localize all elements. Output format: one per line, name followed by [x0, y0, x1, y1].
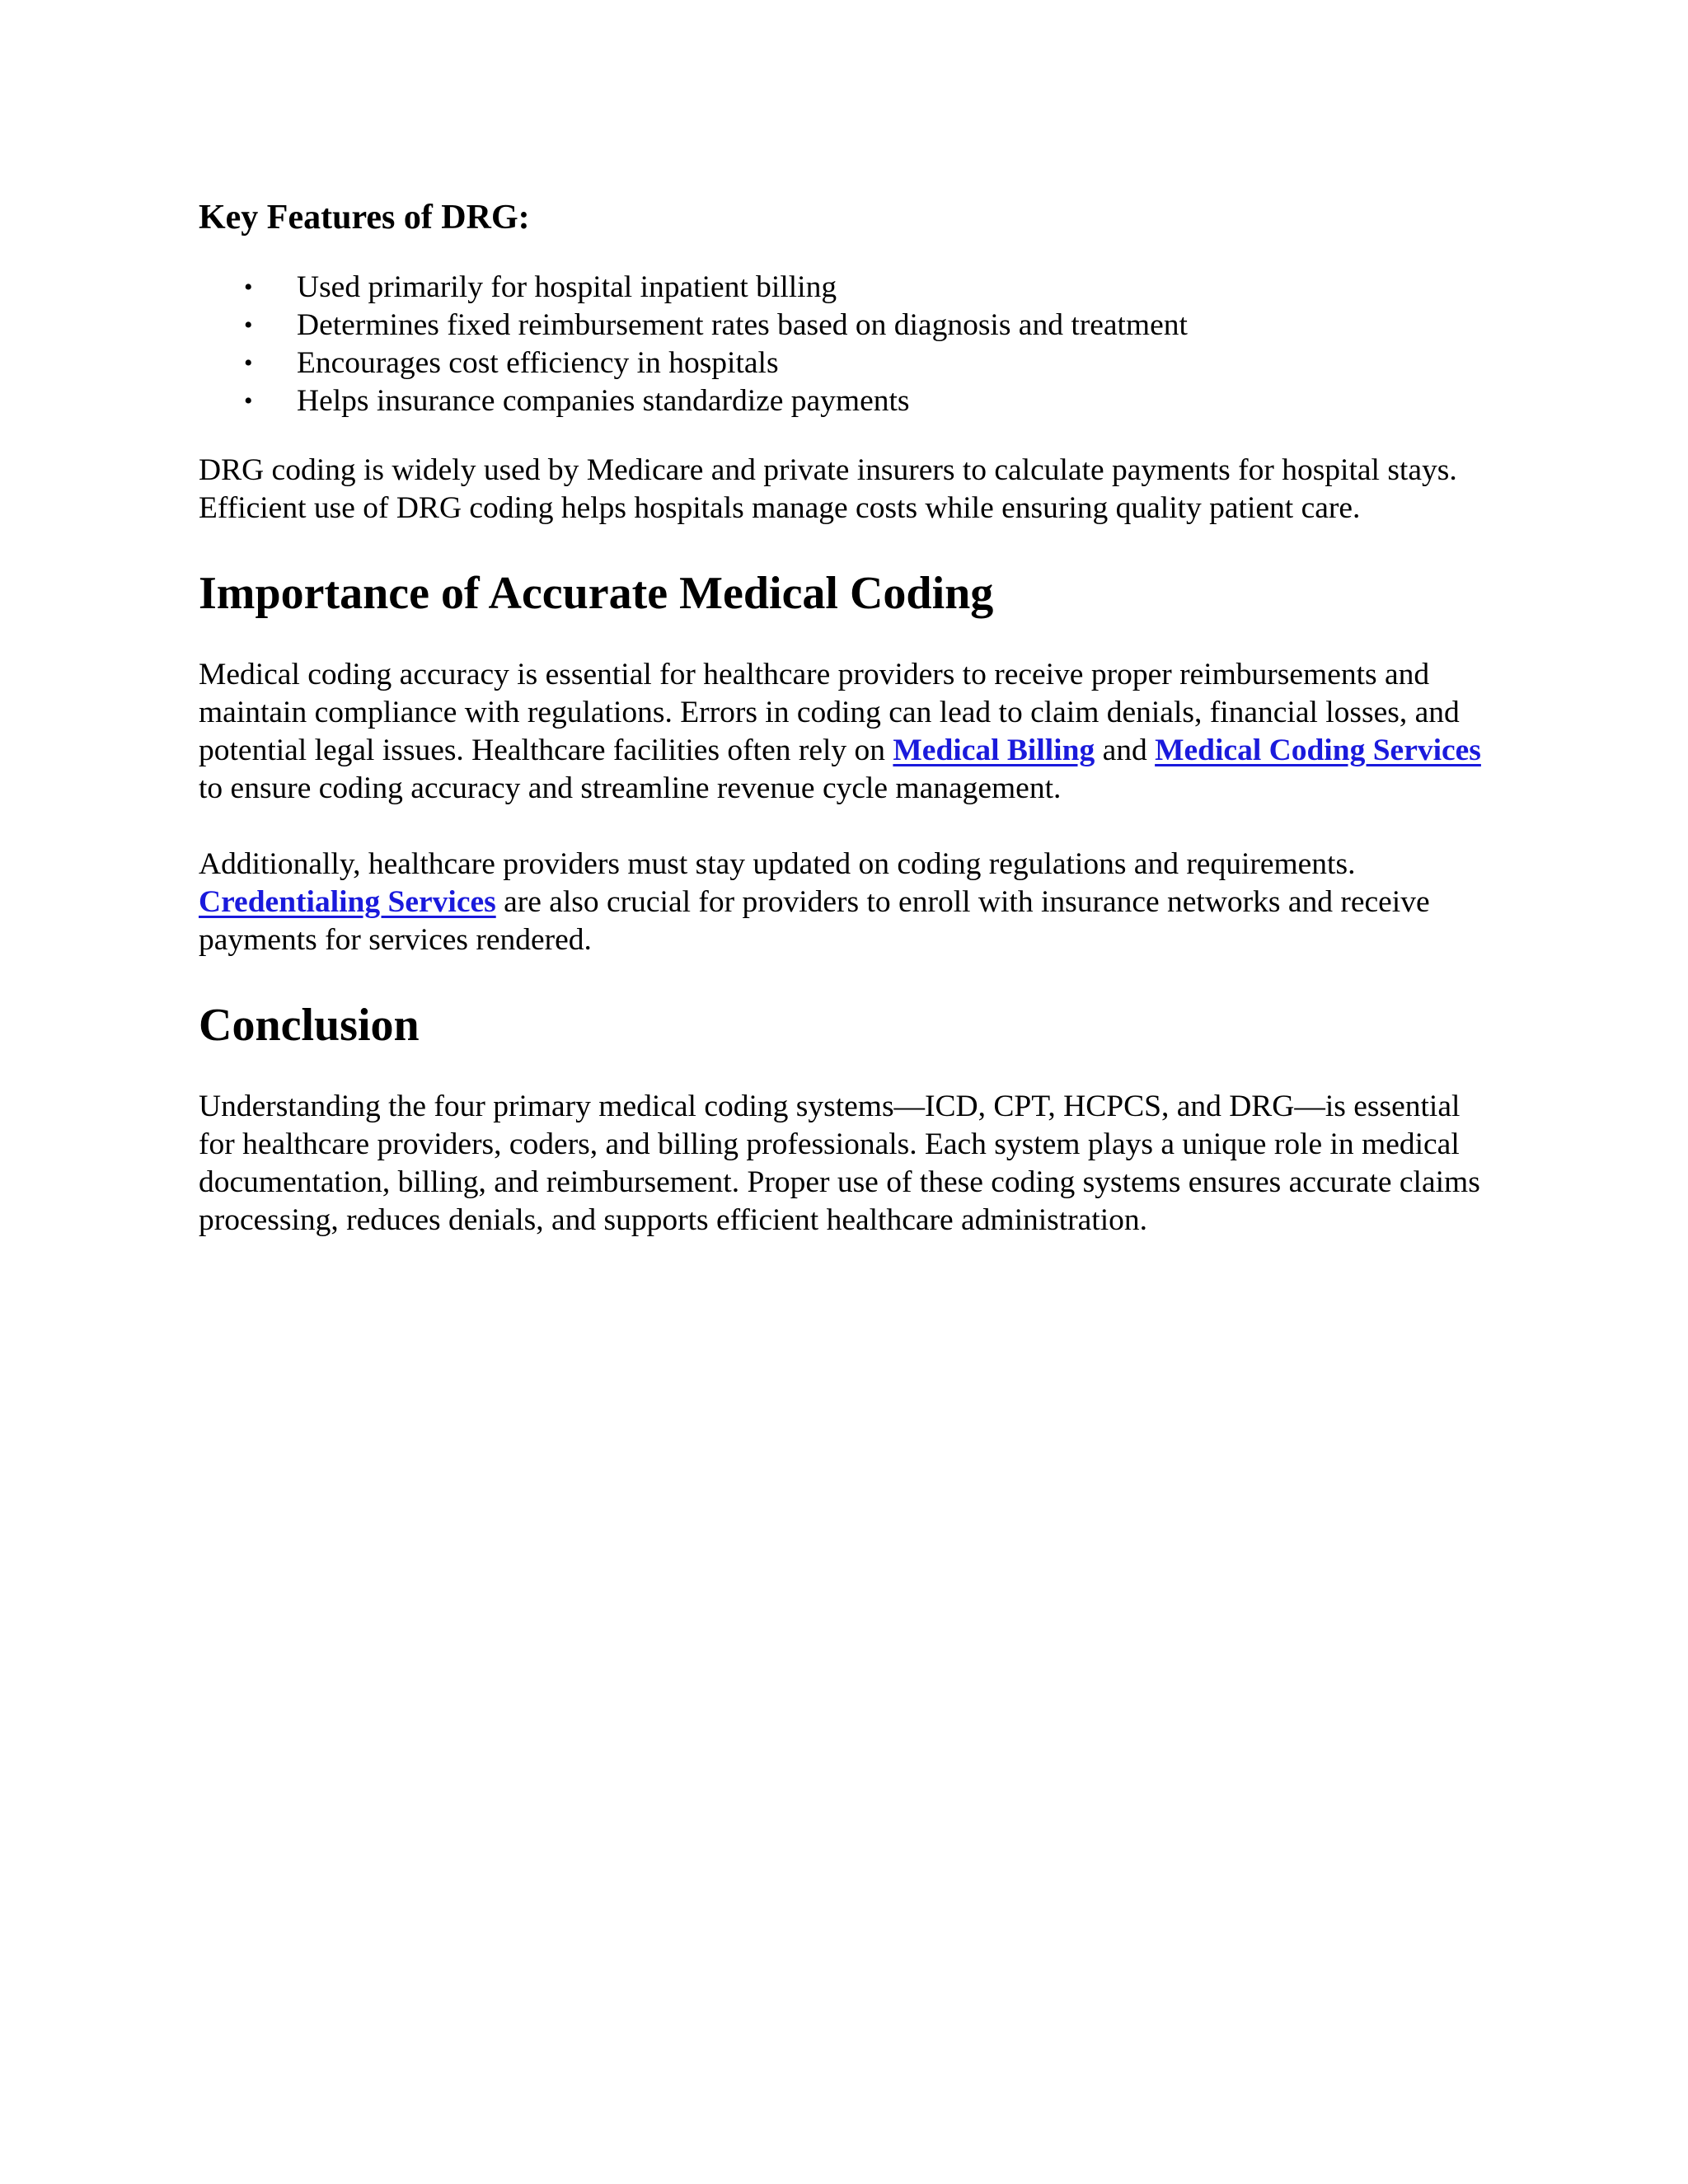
list-item-text: Helps insurance companies standardize payments [297, 384, 910, 418]
list-item [199, 344, 1493, 382]
medical-billing-link[interactable]: Medical Billing [893, 733, 1095, 767]
key-features-list [199, 269, 1493, 420]
document-content [199, 194, 1493, 1277]
bullet-icon: • [244, 387, 253, 415]
bullet-icon: • [244, 349, 253, 377]
list-item-text: Used primarily for hospital inpatient billing [297, 270, 837, 304]
importance-paragraph-2 [199, 846, 1493, 959]
bullet-icon: • [244, 312, 253, 339]
paragraph-text: to ensure coding accuracy and streamline revenue cycle management. [199, 771, 1062, 805]
key-features-heading: Key Features of DRG: [199, 199, 530, 237]
bullet-icon: • [244, 274, 253, 301]
conclusion-paragraph: Understanding the four primary medical coding systems—ICD, CPT, HCPCS, and DRG—is essential for healthcare providers, coders, and billing professionals. Each system plays a unique role in medical documentation, billing, and reimbursement. Proper use of these coding systems ensures accurate claims processing, reduces denials, and supports efficient healthcare administration. [199, 1090, 1480, 1237]
list-item [199, 307, 1493, 344]
importance-paragraph-1 [199, 656, 1493, 808]
paragraph-text: Additionally, healthcare providers must stay updated on coding regulations and requirements. [199, 847, 1356, 881]
paragraph-text: Medical coding accuracy is essential for healthcare providers to receive proper reimbursements and maintain compliance with regulations. Errors in coding can lead to claim denials, financial losses, and potential legal issues. Healthcare facilities often rely on [199, 658, 1460, 767]
medical-coding-services-link[interactable]: Medical Coding Services [1155, 733, 1481, 767]
list-item [199, 382, 1493, 420]
list-item [199, 269, 1493, 307]
paragraph-text: are also crucial for providers to enroll with insurance networks and receive payments for services rendered. [199, 885, 1430, 957]
list-item-text: Encourages cost efficiency in hospitals [297, 346, 779, 380]
paragraph-text: and [1095, 733, 1156, 767]
importance-heading: Importance of Accurate Medical Coding [199, 568, 994, 619]
drg-paragraph: DRG coding is widely used by Medicare and private insurers to calculate payments for hospital stays. Efficient use of DRG coding helps hospitals manage costs while ensuring quality patient care. [199, 453, 1457, 525]
list-item-text: Determines fixed reimbursement rates based on diagnosis and treatment [297, 308, 1188, 342]
conclusion-heading: Conclusion [199, 1000, 420, 1051]
credentialing-services-link[interactable]: Credentialing Services [199, 885, 496, 919]
